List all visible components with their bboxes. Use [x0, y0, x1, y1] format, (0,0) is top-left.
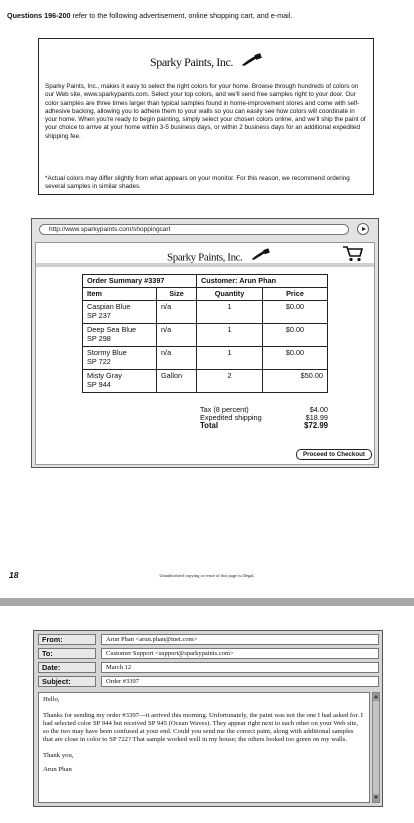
email-date-row	[38, 662, 379, 673]
copyright-notice: Unauthorized copying or reuse of this page is illegal.	[159, 573, 255, 578]
col-item: Item	[83, 288, 157, 301]
email-to-row	[38, 648, 379, 659]
questions-label: Questions 196-200	[7, 11, 71, 20]
date-field[interactable]: March 12	[101, 662, 379, 673]
ad-footnote: *Actual colors may differ slightly from what appears on your monitor. For this reason, we recommend ordering several samples in similar shades.	[45, 175, 350, 191]
customer-label: Customer: Arun Phan	[197, 275, 328, 288]
item-name: Caspian Blue SP 237	[83, 301, 157, 324]
order-summary-label: Order Summary #3397	[83, 275, 197, 288]
email-signature: Arun Phan	[43, 766, 72, 773]
proceed-to-checkout-button[interactable]: Proceed to Checkout	[296, 449, 372, 460]
cart-brand-name: Sparky Paints, Inc.	[167, 251, 243, 264]
item-size: Gallon	[157, 370, 197, 393]
total-label: Total	[200, 421, 219, 430]
item-size: n/a	[157, 301, 197, 324]
item-size: n/a	[157, 324, 197, 347]
item-quantity: 1	[197, 347, 263, 370]
table-row	[83, 324, 328, 347]
tax-value: $4.00	[309, 405, 328, 414]
item-price: $0.00	[263, 347, 328, 370]
paintbrush-icon	[240, 53, 262, 72]
email-scrollbar[interactable]	[372, 692, 380, 803]
subject-field[interactable]: Order #3397	[101, 676, 379, 687]
page-divider	[0, 598, 414, 606]
questions-instruction: refer to the following advertisement, online shopping cart, and e-mail.	[70, 11, 293, 20]
email-greeting: Hello,	[43, 696, 60, 703]
from-label: From:	[38, 634, 96, 645]
order-totals	[200, 406, 328, 430]
scroll-up-icon[interactable]	[373, 693, 379, 701]
email-subject-row	[38, 676, 379, 687]
shopping-cart-page	[35, 242, 375, 465]
scroll-down-icon[interactable]	[373, 794, 379, 802]
col-quantity: Quantity	[197, 288, 263, 301]
item-price: $0.00	[263, 324, 328, 347]
from-field[interactable]: Arun Phan <arun.phan@tnet.com>	[101, 634, 379, 645]
item-name: Deep Sea Blue SP 298	[83, 324, 157, 347]
subject-label: Subject:	[38, 676, 96, 687]
to-label: To:	[38, 648, 96, 659]
ad-body-text: Sparky Paints, Inc., makes it easy to select the right colors for your home. Browse through hundreds of colors on our Web site, www.sparkypaints.com. Select your top colors, and we'll send free samples right to your door. Our color samples are three times larger than typical samples found in home-improvement stores and come with self-adhesive backing, allowing you to adhere them to your walls so you can easily see how colors will coordinate in your home. When you're ready to begin painting, simply select your chosen colors online, and we'll ship the paint of your choice to arrive at your home within 3-5 business days, or within 2 business days for an additional expedited shipping fee.	[45, 83, 366, 140]
to-field[interactable]: Customer Support <support@sparkypaints.com>	[101, 648, 379, 659]
shipping-label: Expedited shipping	[200, 413, 262, 422]
date-label: Date:	[38, 662, 96, 673]
item-name: Misty Gray SP 944	[83, 370, 157, 393]
email-window	[33, 630, 383, 807]
go-arrow-icon[interactable]	[357, 223, 369, 235]
advertisement	[38, 38, 374, 195]
item-quantity: 1	[197, 301, 263, 324]
item-price: $0.00	[263, 301, 328, 324]
ad-logo	[39, 53, 373, 72]
order-summary-table	[82, 274, 328, 393]
email-closing: Thank you,	[43, 752, 74, 759]
total-value: $72.99	[304, 421, 328, 430]
brand-name: Sparky Paints, Inc.	[149, 55, 234, 69]
page-number: 18	[9, 570, 19, 580]
item-quantity: 1	[197, 324, 263, 347]
url-bar[interactable]: http://www.sparkypaints.com/shoppingcart	[39, 224, 349, 235]
tax-label: Tax (8 percent)	[200, 405, 249, 414]
item-size: n/a	[157, 347, 197, 370]
header-band	[36, 263, 374, 267]
col-price: Price	[263, 288, 328, 301]
email-paragraph: Thanks for sending my order #3397—it arrived this morning. Unfortunately, the paint was not the one I had asked for. I had selected color SP 944 but received SP 945 (Ocean Waves). They appear right next to each other on your Web site, so the two may have been confused at your end. Could you send me the correct paint, along with additional samples that are close in color to SP 722? That sample worked well in my house; the others looked too green on my walls.	[43, 712, 363, 743]
item-name: Stormy Blue SP 722	[83, 347, 157, 370]
item-price: $50.00	[263, 370, 328, 393]
email-body[interactable]	[38, 692, 370, 803]
item-quantity: 2	[197, 370, 263, 393]
shipping-value: $18.99	[305, 413, 328, 422]
table-row	[83, 301, 328, 324]
email-from-row	[38, 634, 379, 645]
browser-window	[31, 218, 379, 468]
questions-header	[7, 11, 292, 20]
table-row	[83, 370, 328, 393]
col-size: Size	[157, 288, 197, 301]
table-row	[83, 347, 328, 370]
